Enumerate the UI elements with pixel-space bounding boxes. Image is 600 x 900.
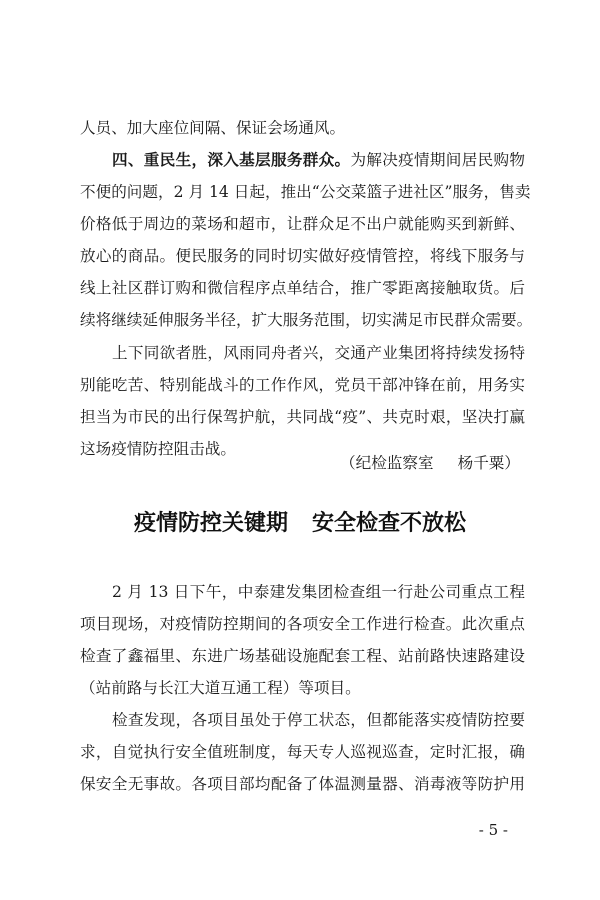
signature-open-paren: （ [340, 454, 356, 472]
signature-department: 纪检监察室 [355, 454, 434, 472]
section-four-text: 为解决疫情期间居民购物 [350, 151, 525, 169]
section-four-first-line [112, 150, 525, 170]
article-paragraph-2-line: 求，自觉执行安全值班制度，每天专人巡视巡查，定时汇报，确 [80, 743, 525, 761]
paragraph-continuation-line: 人员、加大座位间隔、保证会场通风。 [80, 119, 346, 137]
closing-paragraph-line: 这场疫情防控阻击战。 [80, 440, 236, 458]
signature-close-paren: ） [504, 454, 520, 472]
article-paragraph-1-line: 项目现场，对疫情防控期间的各项安全工作进行检查。此次重点 [80, 615, 525, 633]
signature-author: 杨千粟 [457, 454, 505, 472]
article-paragraph-1-line: 检查了鑫福里、东进广场基础设施配套工程、站前路快速路建设 [80, 647, 525, 665]
closing-paragraph-line: 担当为市民的出行保驾护航，共同战“疫”、共克时艰，坚决打赢 [80, 408, 525, 426]
article-paragraph-2-line: 检查发现，各项目虽处于停工状态，但都能落实疫情防控要 [112, 711, 525, 729]
author-signature [340, 453, 520, 473]
article-paragraph-1-line: 2 月 13 日下午，中泰建发集团检查组一行赴公司重点工程 [112, 583, 525, 601]
section-four-line: 线上社区群订购和微信程序点单结合，推广零距离接触取货。后 [80, 279, 525, 297]
section-four-heading: 四、重民生，深入基层服务群众。 [112, 150, 351, 169]
section-four-line: 续将继续延伸服务半径，扩大服务范围，切实满足市民群众需要。 [80, 311, 533, 329]
article-title [0, 509, 600, 539]
article-title-part-2: 安全检查不放松 [312, 511, 467, 536]
section-four-line: 不便的问题，2 月 14 日起，推出“公交菜篮子进社区”服务，售卖 [80, 183, 531, 201]
section-four-line: 放心的商品。便民服务的同时切实做好疫情管控，将线下服务与 [80, 247, 525, 265]
section-four-line: 价格低于周边的菜场和超市，让群众足不出户就能购买到新鲜、 [80, 215, 525, 233]
closing-paragraph-line: 上下同欲者胜，风雨同舟者兴，交通产业集团将持续发扬特 [112, 344, 525, 362]
article-paragraph-2-line: 保安全无事故。各项目部均配备了体温测量器、消毒液等防护用 [80, 775, 525, 793]
closing-paragraph-line: 别能吃苦、特别能战斗的工作作风，党员干部冲锋在前，用务实 [80, 376, 525, 394]
article-title-part-1: 疫情防控关键期 [133, 511, 288, 536]
page-number: - 5 - [478, 821, 508, 839]
article-paragraph-1-line: （站前路与长江大道互通工程）等项目。 [80, 679, 361, 697]
